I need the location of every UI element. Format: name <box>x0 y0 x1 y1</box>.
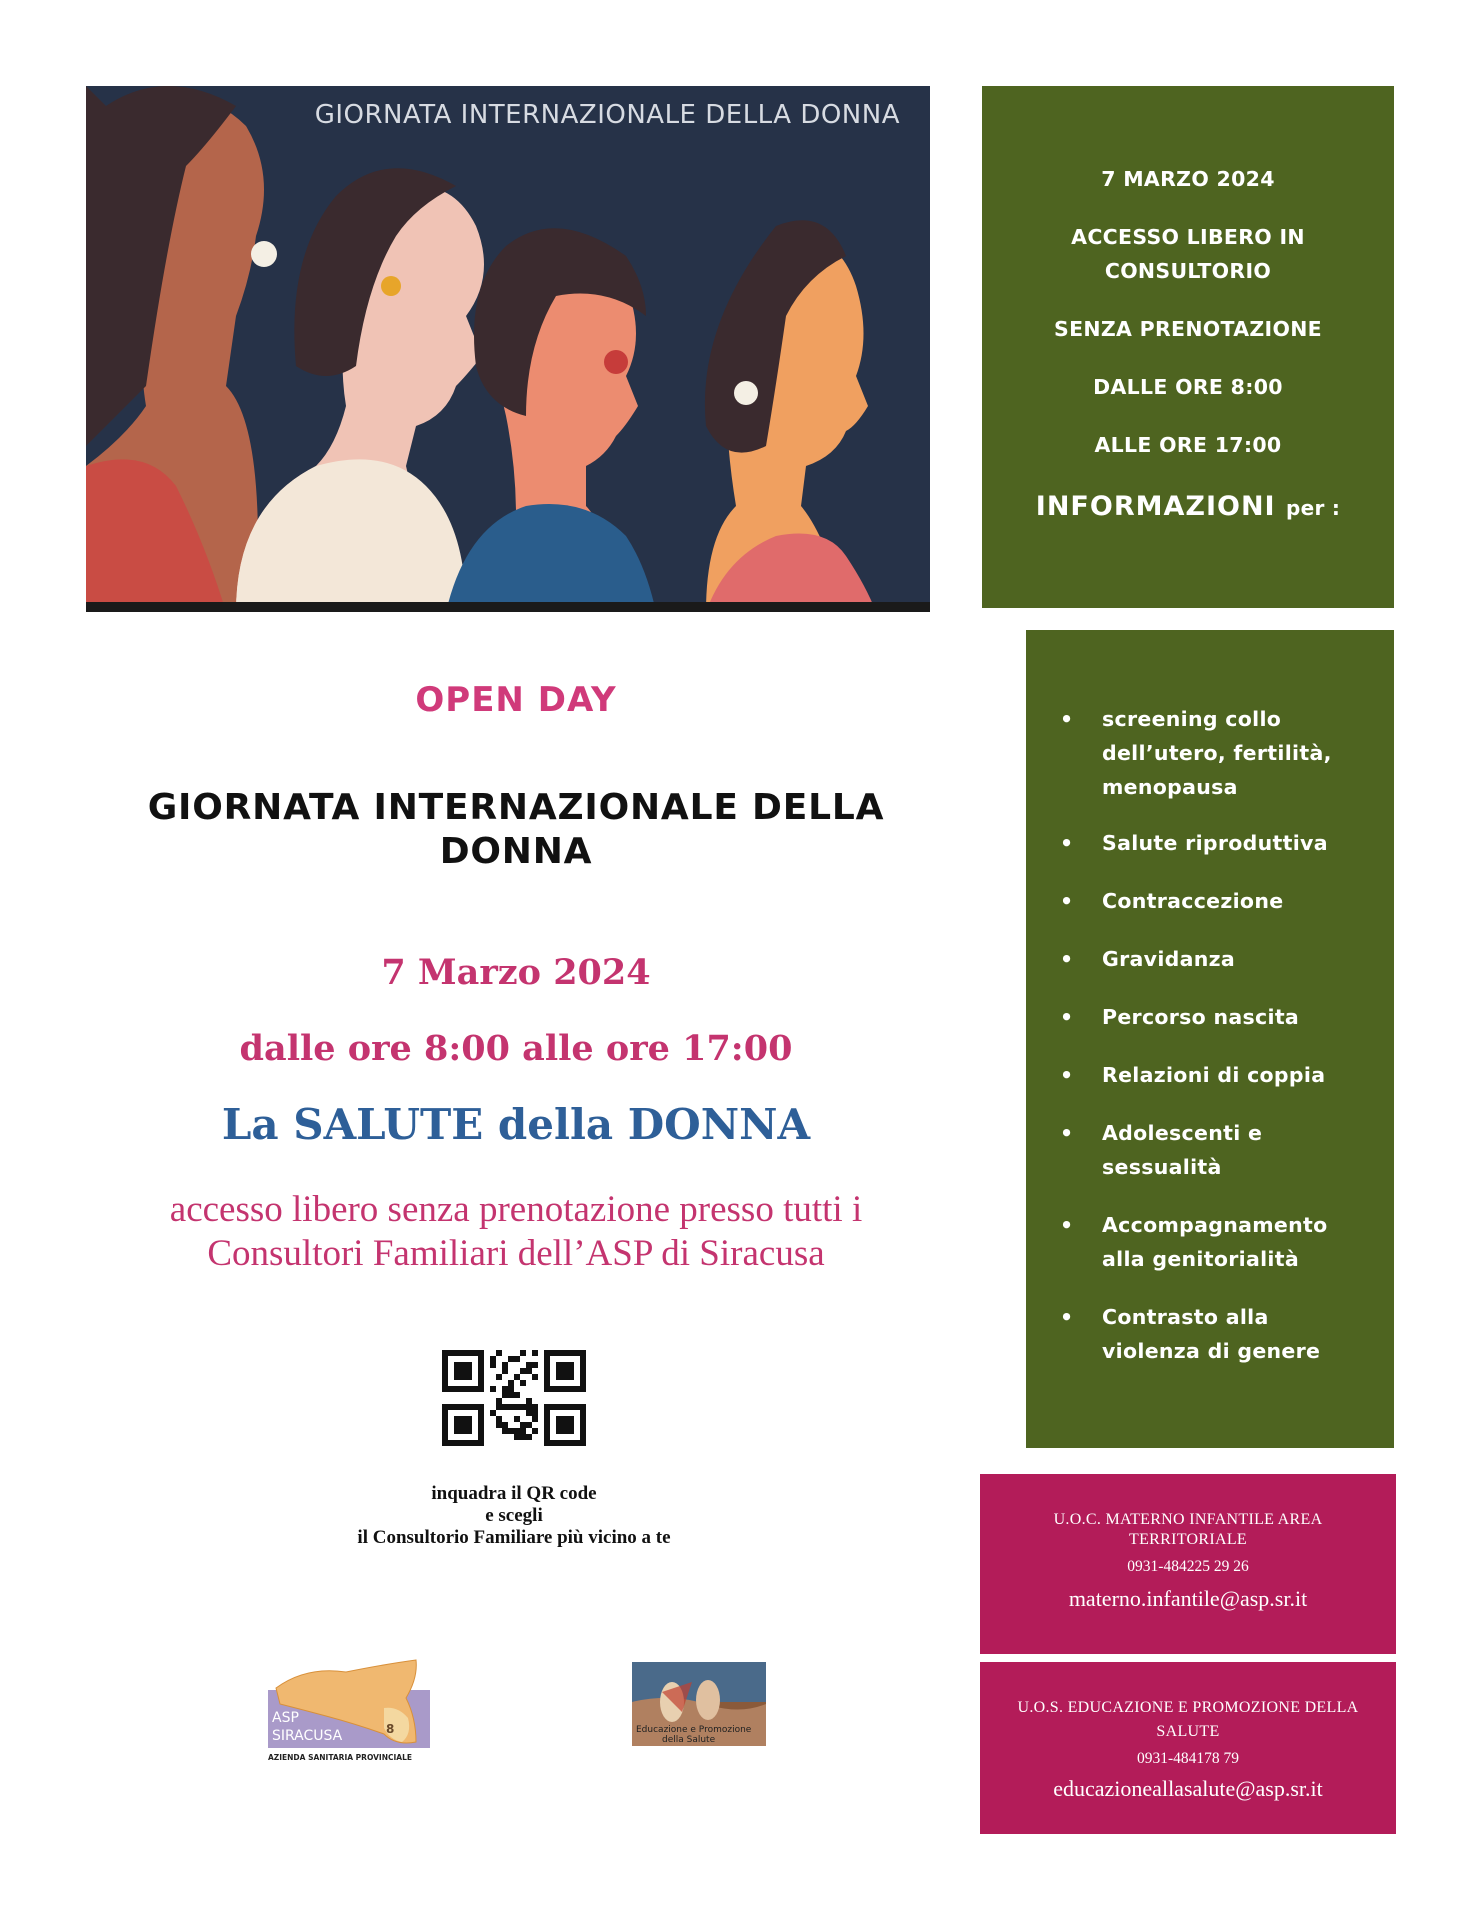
topic-text <box>1102 1116 1382 1184</box>
contact-title-line1: U.O.C. MATERNO INFANTILE AREA <box>1053 1511 1323 1528</box>
asp-siracusa-logo <box>266 1658 432 1764</box>
asp-subtitle: AZIENDA SANITARIA PROVINCIALE <box>268 1753 412 1762</box>
hero-illustration <box>86 86 930 612</box>
event-hours: dalle ore 8:00 alle ore 17:00 <box>239 1028 793 1069</box>
bullet-icon: • <box>1060 947 1074 971</box>
topic-line2: alla genitorialità <box>1102 1247 1299 1271</box>
access-text <box>86 1188 946 1276</box>
info-access-line2: CONSULTORIO <box>1104 259 1272 283</box>
topic-text <box>1102 1300 1382 1368</box>
topic-text <box>1102 942 1382 976</box>
qr-code-icon <box>440 1348 588 1448</box>
access-line1: accesso libero senza prenotazione presso tutti i <box>169 1189 863 1230</box>
topic-line1: Gravidanza <box>1102 947 1236 971</box>
contact-box-educazione <box>980 1662 1396 1834</box>
topics-box <box>1026 630 1394 1448</box>
contact-email-link[interactable]: educazioneallasalute@asp.sr.it <box>1053 1776 1323 1801</box>
topic-text <box>1102 884 1382 918</box>
bullet-icon: • <box>1060 1305 1074 1329</box>
health-title: La SALUTE della DONNA <box>221 1100 811 1149</box>
topic-text <box>1102 826 1382 860</box>
topic-line1: screening collo <box>1102 707 1282 731</box>
education-promotion-logo <box>632 1662 766 1746</box>
topic-line1: Contrasto alla <box>1102 1305 1269 1329</box>
topic-line2: dell’utero, fertilità, <box>1102 741 1332 765</box>
contact-email-link[interactable]: materno.infantile@asp.sr.it <box>1068 1586 1308 1611</box>
info-to-time: ALLE ORE 17:00 <box>1094 433 1282 457</box>
topic-line1: Relazioni di coppia <box>1102 1063 1326 1087</box>
topic-text <box>1102 1208 1382 1276</box>
topic-line2: sessualità <box>1102 1155 1222 1179</box>
topic-line1: Adolescenti e <box>1102 1121 1263 1145</box>
topic-line1: Percorso nascita <box>1102 1005 1300 1029</box>
main-title-line1: GIORNATA INTERNAZIONALE DELLA <box>147 787 885 828</box>
bullet-icon: • <box>1060 707 1074 731</box>
info-no-booking: SENZA PRENOTAZIONE <box>1054 317 1322 341</box>
main-title-line2: DONNA <box>439 831 593 872</box>
asp-line1: ASP <box>272 1710 299 1726</box>
qr-caption-line1: inquadra il QR code <box>431 1483 597 1504</box>
info-access-line1: ACCESSO LIBERO IN <box>1071 225 1305 249</box>
topic-line3: menopausa <box>1102 775 1238 799</box>
bullet-icon: • <box>1060 1063 1074 1087</box>
topic-text <box>1102 1000 1382 1034</box>
contact-box-materno <box>980 1474 1396 1654</box>
bullet-icon: • <box>1060 1213 1074 1237</box>
bullet-icon: • <box>1060 1005 1074 1029</box>
topic-line2: violenza di genere <box>1102 1339 1321 1363</box>
bullet-icon: • <box>1060 831 1074 855</box>
qr-caption <box>280 1483 748 1549</box>
edu-line2: della Salute <box>662 1735 716 1745</box>
topic-text <box>1102 1058 1382 1092</box>
contact-title-line1: U.O.S. EDUCAZIONE E PROMOZIONE DELLA <box>1017 1699 1359 1716</box>
asp-number: 8 <box>386 1722 395 1736</box>
asp-line2: SIRACUSA <box>272 1728 343 1744</box>
topic-line1: Accompagnamento <box>1102 1213 1328 1237</box>
qr-code[interactable] <box>440 1348 588 1448</box>
qr-caption-line3: il Consultorio Familiare più vicino a te <box>357 1527 671 1548</box>
contact-phone: 0931-484178 79 <box>1136 1750 1240 1767</box>
women-profiles-illustration <box>86 86 930 612</box>
bullet-icon: • <box>1060 1121 1074 1145</box>
event-info-box <box>982 86 1394 608</box>
info-suffix: per : <box>1286 496 1341 520</box>
access-line2: Consultori Familiari dell’ASP di Siracusa <box>207 1233 825 1274</box>
contact-title-line2: SALUTE <box>1156 1723 1220 1740</box>
info-from-time: DALLE ORE 8:00 <box>1093 375 1283 399</box>
topic-line1: Contraccezione <box>1102 889 1284 913</box>
contact-title-line2: TERRITORIALE <box>1129 1531 1247 1548</box>
info-label: INFORMAZIONI <box>1035 491 1276 522</box>
hero-title: GIORNATA INTERNAZIONALE DELLA DONNA <box>314 100 900 130</box>
topic-line1: Salute riproduttiva <box>1102 831 1328 855</box>
topic-text <box>1102 702 1382 804</box>
contact-phone: 0931-484225 29 26 <box>1127 1558 1249 1575</box>
main-title <box>86 786 946 874</box>
qr-caption-line2: e scegli <box>485 1505 543 1526</box>
info-heading <box>982 490 1394 525</box>
open-day-heading: OPEN DAY <box>415 680 617 720</box>
edu-line1: Educazione e Promozione <box>636 1725 752 1735</box>
info-date: 7 MARZO 2024 <box>1101 167 1275 191</box>
event-date: 7 Marzo 2024 <box>381 952 651 993</box>
sicily-map-icon <box>266 1658 432 1764</box>
bullet-icon: • <box>1060 889 1074 913</box>
runners-painting-icon <box>632 1662 766 1746</box>
